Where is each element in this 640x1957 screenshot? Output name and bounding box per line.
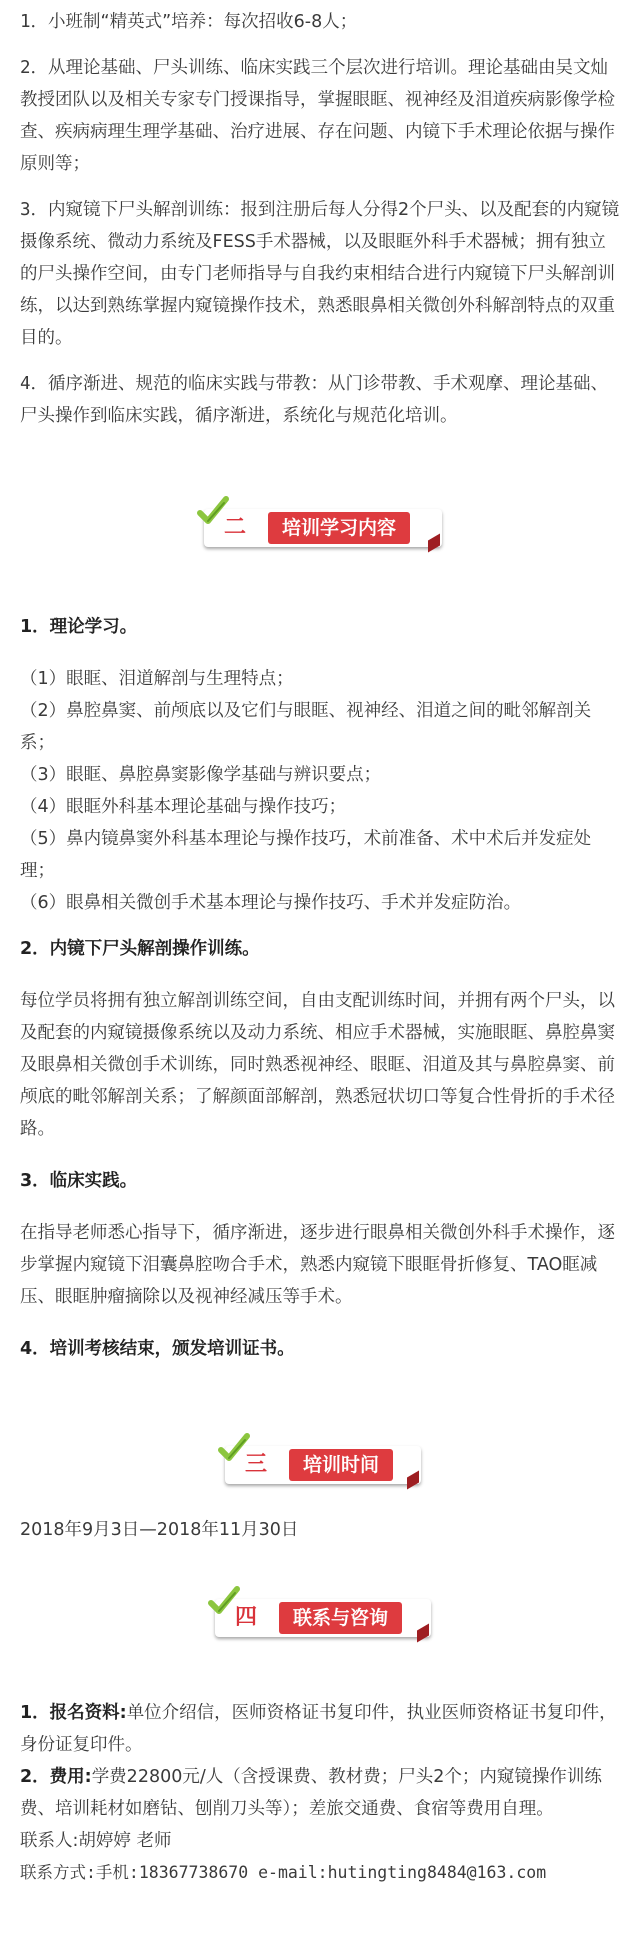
intro-item-4: 4．循序渐进、规范的临床实践与带教：从门诊带教、手术观摩、理论基础、尸头操作到临床实践，循序渐进，系统化与规范化培训。 (20, 374, 609, 426)
banner-number: 二 (204, 509, 266, 547)
theory-list (20, 663, 620, 919)
theory-item: （1）眼眶、泪道解剖与生理特点； (20, 669, 294, 689)
heading-theory: 1．理论学习。 (20, 617, 138, 637)
contact-person: 联系人:胡婷婷 老师 (20, 1831, 172, 1851)
theory-item: （2）鼻腔鼻窦、前颅底以及它们与眼眶、视神经、泪道之间的毗邻解剖关系； (20, 701, 592, 753)
training-content (0, 611, 640, 1365)
leaf-check-icon (207, 1585, 241, 1619)
banner-title: 联系与咨询 (279, 1602, 402, 1634)
contact-details[interactable]: 联系方式:手机:18367738670 e-mail:hutingting8484@163.com (20, 1863, 547, 1882)
leaf-check-icon (217, 1432, 251, 1466)
leaf-check-icon (196, 495, 230, 529)
heading-cadaver: 2．内镜下尸头解剖操作训练。 (20, 939, 260, 959)
theory-item: （3）眼眶、鼻腔鼻窦影像学基础与辨识要点； (20, 765, 382, 785)
theory-item: （6）眼鼻相关微创手术基本理论与操作技巧、手术并发症防治。 (20, 893, 522, 913)
fees: 2．费用:学费22800元/人（含授课费、教材费；尸头2个；内窥镜操作训练费、培训耗材如磨钻、刨削刀头等）；差旅交通费、食宿等费用自理。 (20, 1767, 602, 1819)
intro-item-1: 1．小班制“精英式”培养：每次招收6-8人； (20, 12, 358, 32)
theory-item: （4）眼眶外科基本理论基础与操作技巧； (20, 797, 347, 817)
contact-info (0, 1697, 640, 1889)
theory-item: （5）鼻内镜鼻窦外科基本理论与操作技巧，术前准备、术中术后并发症处理； (20, 829, 592, 881)
intro-item-3: 3．内窥镜下尸头解剖训练：报到注册后每人分得2个尸头、以及配套的内窥镜摄像系统、微动力系统及FESS手术器械，以及眼眶外科手术器械；拥有独立的尸头操作空间，由专门老师指导与自我约束相结合进行内窥镜下尸头解剖训练，以达到熟练掌握内窥镜操作技术，熟悉眼鼻相关微创外科解剖特点的双重目的。 (20, 200, 620, 348)
cadaver-paragraph: 每位学员将拥有独立解剖训练空间，自由支配训练时间，并拥有两个尸头，以及配套的内窥镜摄像系统以及动力系统、相应手术器械，实施眼眶、鼻腔鼻窦及眼鼻相关微创手术训练，同时熟悉视神经、眼眶、泪道及其与鼻腔鼻窦、前颅底的毗邻解剖关系；了解颜面部解剖，熟悉冠状切口等复合性骨折的手术径路。 (20, 991, 615, 1139)
training-time (0, 1514, 640, 1546)
clinical-paragraph: 在指导老师悉心指导下，循序渐进，逐步进行眼鼻相关微创外科手术操作，逐步掌握内窥镜下泪囊鼻腔吻合手术，熟悉内窥镜下眼眶骨折修复、TAO眶减压、眼眶肿瘤摘除以及视神经减压等手术。 (20, 1223, 615, 1307)
banner-title: 培训学习内容 (268, 512, 410, 544)
registration-materials: 1．报名资料:单位介绍信，医师资格证书复印件，执业医师资格证书复印件，身份证复印件。 (20, 1703, 617, 1755)
training-dates: 2018年9月3日—2018年11月30日 (20, 1520, 299, 1540)
banner-title: 培训时间 (289, 1449, 393, 1481)
heading-clinical: 3．临床实践。 (20, 1171, 138, 1191)
section-banner-contact (207, 1585, 437, 1647)
banner-number: 三 (225, 1446, 287, 1484)
intro-item-2: 2．从理论基础、尸头训练、临床实践三个层次进行培训。理论基础由吴文灿教授团队以及相关专家专门授课指导，掌握眼眶、视神经及泪道疾病影像学检查、疾病病理生理学基础、治疗进展、存在问题、内镜下手术理论依据与操作原则等； (20, 58, 615, 174)
heading-certificate: 4．培训考核结束，颁发培训证书。 (20, 1339, 295, 1359)
section-banner-training-time (217, 1432, 427, 1494)
intro-list (0, 6, 640, 432)
section-banner-training-content (196, 495, 446, 557)
banner-number: 四 (215, 1599, 277, 1637)
